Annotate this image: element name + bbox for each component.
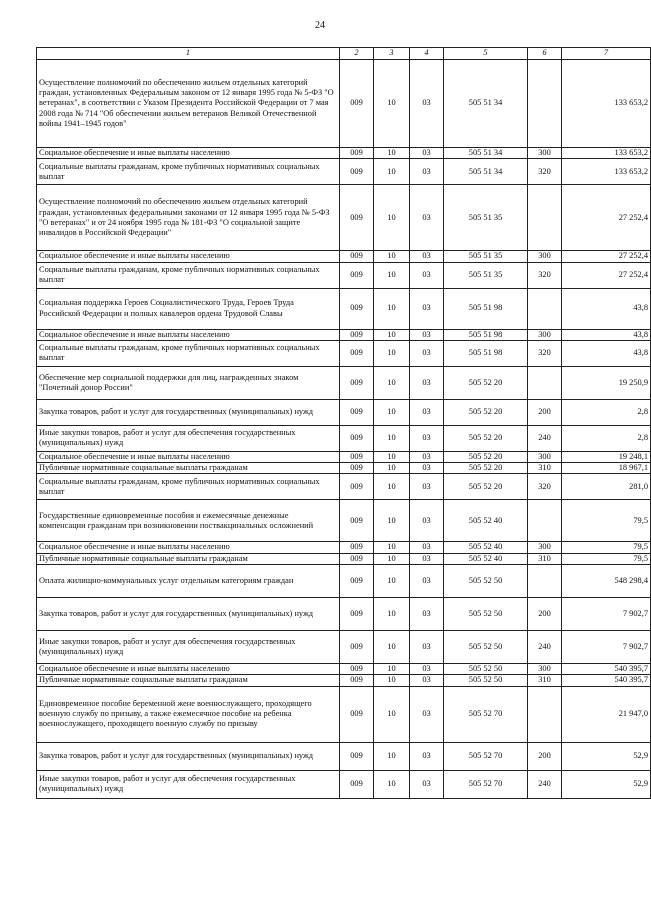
table-row	[37, 159, 651, 185]
cell-target: 505 51 35	[444, 251, 528, 262]
cell-section: 10	[374, 366, 410, 399]
cell-subsection: 03	[410, 565, 444, 598]
cell-amount: 7 902,7	[562, 631, 651, 664]
cell-subsection: 03	[410, 675, 444, 686]
cell-expense	[528, 565, 562, 598]
cell-subsection: 03	[410, 451, 444, 462]
cell-target: 505 52 70	[444, 770, 528, 798]
cell-section: 10	[374, 598, 410, 631]
cell-expense: 320	[528, 474, 562, 500]
cell-target: 505 51 34	[444, 60, 528, 148]
header-cell-amount: 7	[562, 48, 651, 60]
cell-expense: 310	[528, 553, 562, 564]
cell-ministry: 009	[340, 185, 374, 251]
cell-ministry: 009	[340, 742, 374, 770]
cell-target: 505 51 98	[444, 340, 528, 366]
cell-ministry: 009	[340, 770, 374, 798]
cell-expense	[528, 500, 562, 542]
cell-section: 10	[374, 185, 410, 251]
table-row	[37, 288, 651, 329]
cell-section: 10	[374, 329, 410, 340]
cell-section: 10	[374, 463, 410, 474]
cell-expense: 310	[528, 463, 562, 474]
cell-name: Социальное обеспечение и иные выплаты населению	[37, 451, 340, 462]
table-row	[37, 366, 651, 399]
cell-target: 505 52 70	[444, 686, 528, 742]
cell-ministry: 009	[340, 329, 374, 340]
cell-target: 505 52 50	[444, 675, 528, 686]
table-row	[37, 262, 651, 288]
cell-expense: 300	[528, 451, 562, 462]
cell-name: Единовременное пособие беременной жене военнослужащего, проходящего военную службу по призыву, а также ежемесячное пособие на ребенка военнослужащего, проходящего военную службу по призыву	[37, 686, 340, 742]
table-row	[37, 675, 651, 686]
cell-amount: 43,8	[562, 329, 651, 340]
cell-section: 10	[374, 500, 410, 542]
cell-target: 505 52 20	[444, 399, 528, 425]
cell-target: 505 52 50	[444, 631, 528, 664]
header-cell-name: 1	[37, 48, 340, 60]
cell-expense: 200	[528, 598, 562, 631]
cell-ministry: 009	[340, 474, 374, 500]
cell-ministry: 009	[340, 60, 374, 148]
cell-subsection: 03	[410, 159, 444, 185]
cell-target: 505 52 20	[444, 425, 528, 451]
table-row	[37, 553, 651, 564]
table-row	[37, 148, 651, 159]
cell-subsection: 03	[410, 60, 444, 148]
cell-section: 10	[374, 542, 410, 553]
cell-target: 505 51 34	[444, 159, 528, 185]
cell-ministry: 009	[340, 598, 374, 631]
cell-section: 10	[374, 60, 410, 148]
cell-expense: 300	[528, 329, 562, 340]
cell-name: Социальное обеспечение и иные выплаты населению	[37, 329, 340, 340]
cell-ministry: 009	[340, 288, 374, 329]
cell-target: 505 51 98	[444, 329, 528, 340]
cell-ministry: 009	[340, 565, 374, 598]
table-row	[37, 565, 651, 598]
cell-name: Осуществление полномочий по обеспечению жильем отдельных категорий граждан, установленных Федеральным законом от 12 января 1995 года № 5-ФЗ "О ветеранах", в соответствии с Указом Президента Российской Федерации от 7 мая 2008 года № 714 "Об обеспечении жильем ветеранов Великой Отечественной войны 1941–1945 годов"	[37, 60, 340, 148]
cell-section: 10	[374, 631, 410, 664]
cell-section: 10	[374, 425, 410, 451]
cell-amount: 540 395,7	[562, 675, 651, 686]
cell-section: 10	[374, 742, 410, 770]
cell-expense: 300	[528, 148, 562, 159]
cell-target: 505 52 20	[444, 474, 528, 500]
table-row	[37, 542, 651, 553]
cell-expense: 240	[528, 770, 562, 798]
table-row	[37, 686, 651, 742]
table-row	[37, 425, 651, 451]
cell-name: Государственные единовременные пособия и ежемесячные денежные компенсации гражданам при возникновении поствакцинальных осложнений	[37, 500, 340, 542]
cell-target: 505 52 50	[444, 598, 528, 631]
cell-target: 505 52 20	[444, 451, 528, 462]
cell-section: 10	[374, 474, 410, 500]
cell-target: 505 52 40	[444, 542, 528, 553]
page-number: 24	[315, 20, 325, 31]
cell-ministry: 009	[340, 686, 374, 742]
cell-amount: 43,8	[562, 340, 651, 366]
cell-subsection: 03	[410, 262, 444, 288]
cell-amount: 281,0	[562, 474, 651, 500]
header-cell-ministry: 2	[340, 48, 374, 60]
cell-section: 10	[374, 399, 410, 425]
cell-ministry: 009	[340, 542, 374, 553]
table-row	[37, 329, 651, 340]
cell-subsection: 03	[410, 770, 444, 798]
cell-subsection: 03	[410, 251, 444, 262]
cell-name: Обеспечение мер социальной поддержки для лиц, награжденных знаком "Почетный донор России"	[37, 366, 340, 399]
cell-name: Публичные нормативные социальные выплаты гражданам	[37, 553, 340, 564]
cell-name: Закупка товаров, работ и услуг для государственных (муниципальных) нужд	[37, 742, 340, 770]
cell-subsection: 03	[410, 742, 444, 770]
cell-subsection: 03	[410, 288, 444, 329]
cell-expense: 240	[528, 631, 562, 664]
cell-subsection: 03	[410, 340, 444, 366]
cell-section: 10	[374, 770, 410, 798]
cell-target: 505 52 50	[444, 664, 528, 675]
table-row	[37, 631, 651, 664]
cell-expense: 320	[528, 159, 562, 185]
cell-target: 505 52 50	[444, 565, 528, 598]
cell-name: Осуществление полномочий по обеспечению жильем отдельных категорий граждан, установленных федеральными законами от 12 января 1995 года № 5-ФЗ "О ветеранах" и от 24 ноября 1995 года № 181-ФЗ "О социальной защите инвалидов в Российской Федерации"	[37, 185, 340, 251]
cell-ministry: 009	[340, 553, 374, 564]
cell-amount: 548 298,4	[562, 565, 651, 598]
cell-subsection: 03	[410, 366, 444, 399]
cell-expense: 320	[528, 262, 562, 288]
cell-ministry: 009	[340, 262, 374, 288]
cell-amount: 540 395,7	[562, 664, 651, 675]
cell-name: Публичные нормативные социальные выплаты гражданам	[37, 675, 340, 686]
cell-amount: 27 252,4	[562, 262, 651, 288]
cell-amount: 19 248,1	[562, 451, 651, 462]
cell-name: Иные закупки товаров, работ и услуг для обеспечения государственных (муниципальных) нужд	[37, 631, 340, 664]
cell-section: 10	[374, 288, 410, 329]
cell-ministry: 009	[340, 159, 374, 185]
cell-subsection: 03	[410, 664, 444, 675]
cell-subsection: 03	[410, 598, 444, 631]
table-row	[37, 185, 651, 251]
cell-section: 10	[374, 262, 410, 288]
cell-amount: 133 653,2	[562, 148, 651, 159]
cell-amount: 27 252,4	[562, 185, 651, 251]
cell-subsection: 03	[410, 542, 444, 553]
cell-name: Социальные выплаты гражданам, кроме публичных нормативных социальных выплат	[37, 262, 340, 288]
cell-subsection: 03	[410, 425, 444, 451]
cell-amount: 52,9	[562, 742, 651, 770]
cell-name: Закупка товаров, работ и услуг для государственных (муниципальных) нужд	[37, 598, 340, 631]
table-row	[37, 251, 651, 262]
cell-ministry: 009	[340, 451, 374, 462]
table-row	[37, 60, 651, 148]
cell-ministry: 009	[340, 148, 374, 159]
table-row	[37, 598, 651, 631]
cell-expense	[528, 288, 562, 329]
cell-name: Социальное обеспечение и иные выплаты населению	[37, 542, 340, 553]
cell-subsection: 03	[410, 329, 444, 340]
cell-ministry: 009	[340, 463, 374, 474]
cell-expense	[528, 366, 562, 399]
cell-expense: 240	[528, 425, 562, 451]
cell-amount: 79,5	[562, 542, 651, 553]
cell-expense: 300	[528, 664, 562, 675]
cell-name: Социальное обеспечение и иные выплаты населению	[37, 148, 340, 159]
cell-name: Социальные выплаты гражданам, кроме публичных нормативных социальных выплат	[37, 159, 340, 185]
cell-subsection: 03	[410, 148, 444, 159]
cell-section: 10	[374, 553, 410, 564]
cell-amount: 19 250,9	[562, 366, 651, 399]
cell-section: 10	[374, 340, 410, 366]
cell-subsection: 03	[410, 631, 444, 664]
cell-target: 505 52 20	[444, 366, 528, 399]
cell-target: 505 51 98	[444, 288, 528, 329]
cell-section: 10	[374, 451, 410, 462]
cell-ministry: 009	[340, 664, 374, 675]
cell-amount: 79,5	[562, 500, 651, 542]
cell-ministry: 009	[340, 366, 374, 399]
cell-section: 10	[374, 565, 410, 598]
cell-expense: 300	[528, 542, 562, 553]
cell-section: 10	[374, 159, 410, 185]
table-row	[37, 742, 651, 770]
cell-subsection: 03	[410, 399, 444, 425]
cell-target: 505 51 35	[444, 185, 528, 251]
cell-ministry: 009	[340, 631, 374, 664]
header-cell-expense: 6	[528, 48, 562, 60]
cell-name: Социальное обеспечение и иные выплаты населению	[37, 664, 340, 675]
cell-name: Социальные выплаты гражданам, кроме публичных нормативных социальных выплат	[37, 340, 340, 366]
header-row	[37, 48, 651, 60]
cell-target: 505 51 35	[444, 262, 528, 288]
cell-subsection: 03	[410, 474, 444, 500]
table-row	[37, 474, 651, 500]
cell-expense: 200	[528, 399, 562, 425]
cell-ministry: 009	[340, 399, 374, 425]
cell-section: 10	[374, 664, 410, 675]
cell-subsection: 03	[410, 463, 444, 474]
table-body	[37, 60, 651, 799]
table-row	[37, 664, 651, 675]
cell-amount: 7 902,7	[562, 598, 651, 631]
cell-subsection: 03	[410, 500, 444, 542]
table-row	[37, 399, 651, 425]
cell-amount: 27 252,4	[562, 251, 651, 262]
cell-subsection: 03	[410, 553, 444, 564]
cell-expense	[528, 60, 562, 148]
cell-target: 505 51 34	[444, 148, 528, 159]
cell-amount: 133 653,2	[562, 159, 651, 185]
cell-expense: 310	[528, 675, 562, 686]
cell-amount: 133 653,2	[562, 60, 651, 148]
cell-target: 505 52 70	[444, 742, 528, 770]
cell-section: 10	[374, 251, 410, 262]
cell-section: 10	[374, 686, 410, 742]
cell-target: 505 52 20	[444, 463, 528, 474]
cell-amount: 43,8	[562, 288, 651, 329]
table-row	[37, 770, 651, 798]
cell-name: Иные закупки товаров, работ и услуг для обеспечения государственных (муниципальных) нужд	[37, 770, 340, 798]
cell-subsection: 03	[410, 686, 444, 742]
cell-expense	[528, 686, 562, 742]
cell-target: 505 52 40	[444, 500, 528, 542]
cell-amount: 52,9	[562, 770, 651, 798]
cell-expense	[528, 185, 562, 251]
cell-ministry: 009	[340, 251, 374, 262]
cell-name: Оплата жилищно-коммунальных услуг отдельным категориям граждан	[37, 565, 340, 598]
cell-ministry: 009	[340, 340, 374, 366]
table-row	[37, 500, 651, 542]
cell-ministry: 009	[340, 675, 374, 686]
cell-name: Социальные выплаты гражданам, кроме публичных нормативных социальных выплат	[37, 474, 340, 500]
table-row	[37, 451, 651, 462]
cell-amount: 18 967,1	[562, 463, 651, 474]
cell-expense: 320	[528, 340, 562, 366]
cell-ministry: 009	[340, 500, 374, 542]
header-cell-section: 3	[374, 48, 410, 60]
cell-amount: 21 947,0	[562, 686, 651, 742]
budget-table	[36, 47, 651, 799]
cell-section: 10	[374, 675, 410, 686]
cell-subsection: 03	[410, 185, 444, 251]
table-row	[37, 463, 651, 474]
header-cell-target: 5	[444, 48, 528, 60]
header-cell-subsection: 4	[410, 48, 444, 60]
cell-name: Социальное обеспечение и иные выплаты населению	[37, 251, 340, 262]
cell-name: Социальная поддержка Героев Социалистического Труда, Героев Труда Российской Федерации и полных кавалеров ордена Трудовой Славы	[37, 288, 340, 329]
cell-ministry: 009	[340, 425, 374, 451]
cell-name: Публичные нормативные социальные выплаты гражданам	[37, 463, 340, 474]
cell-amount: 2,8	[562, 425, 651, 451]
cell-section: 10	[374, 148, 410, 159]
cell-amount: 79,5	[562, 553, 651, 564]
cell-expense: 300	[528, 251, 562, 262]
table-row	[37, 340, 651, 366]
cell-name: Закупка товаров, работ и услуг для государственных (муниципальных) нужд	[37, 399, 340, 425]
cell-expense: 200	[528, 742, 562, 770]
cell-amount: 2,8	[562, 399, 651, 425]
cell-name: Иные закупки товаров, работ и услуг для обеспечения государственных (муниципальных) нужд	[37, 425, 340, 451]
cell-target: 505 52 40	[444, 553, 528, 564]
